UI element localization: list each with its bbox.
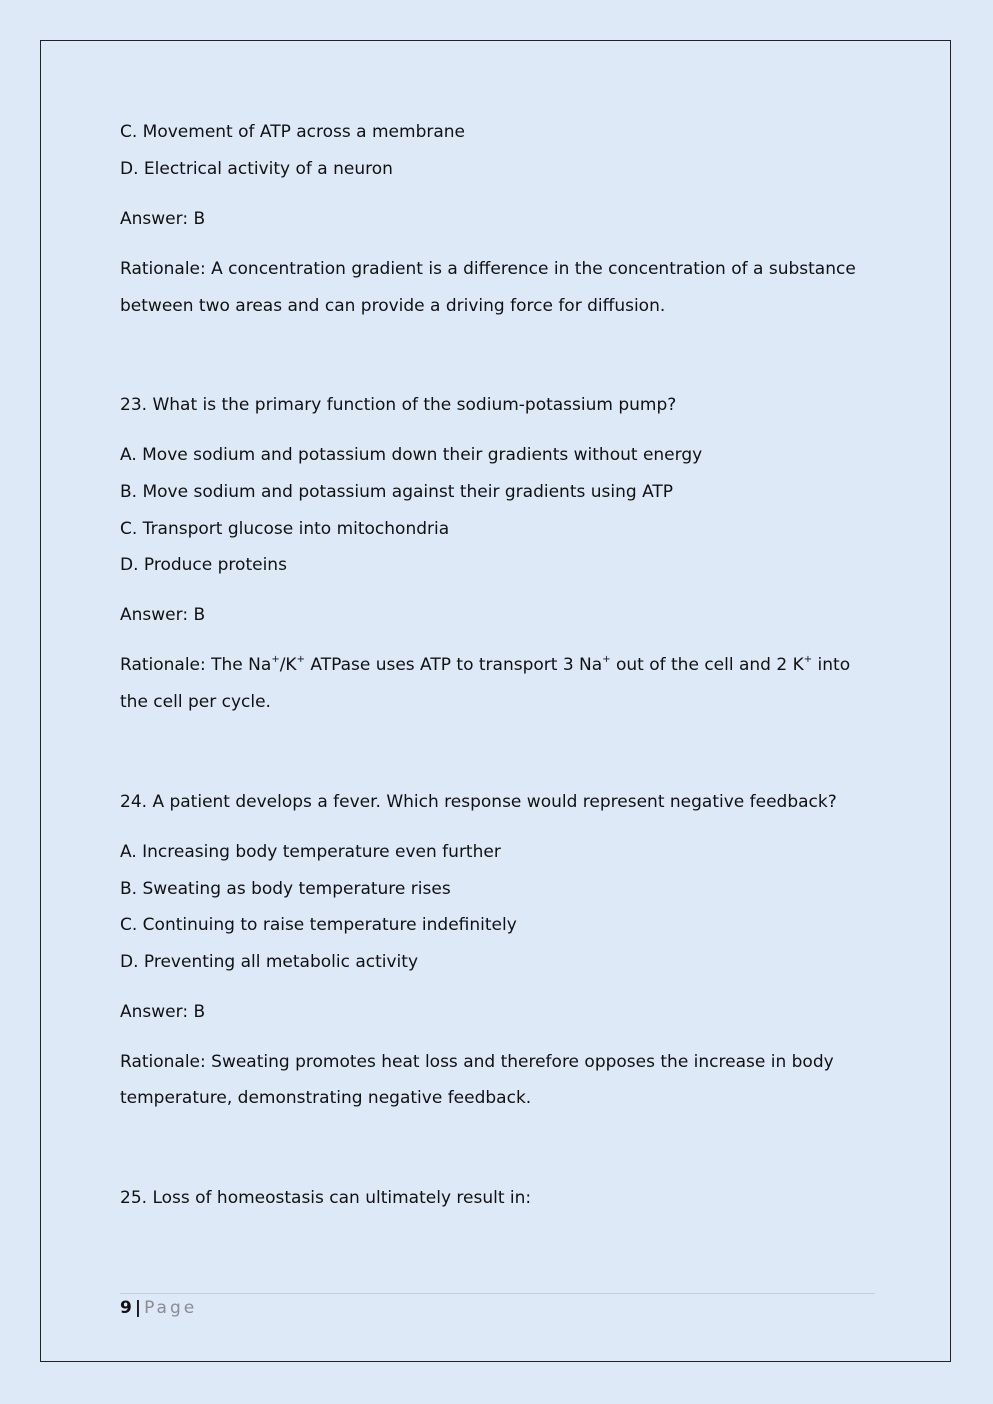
footer-divider [120,1293,875,1294]
q23-rationale-text-3: ATPase uses ATP to transport 3 Na [304,655,603,675]
q23-rationale-text-1: Rationale: The Na [120,655,272,675]
q22-option-d: D. Electrical activity of a neuron [120,159,393,179]
q23-option-c: C. Transport glucose into mitochondria [120,519,450,539]
q22-rationale-line1: Rationale: A concentration gradient is a difference in the concentration of a substance [120,259,856,279]
q23-rationale-line2: the cell per cycle. [120,692,271,712]
q23-rationale-line1 [120,655,850,675]
q23-rationale-text-2: /K [279,655,297,675]
q25-question: 25. Loss of homeostasis can ultimately result in: [120,1188,532,1208]
q24-rationale-line2: temperature, demonstrating negative feedback. [120,1088,532,1108]
superscript-plus: + [803,654,813,666]
q23-option-b: B. Move sodium and potassium against their gradients using ATP [120,482,674,502]
q23-rationale-text-4: out of the cell and 2 K [610,655,804,675]
q22-answer: Answer: B [120,209,206,229]
q24-option-c: C. Continuing to raise temperature indefinitely [120,915,517,935]
q24-option-a: A. Increasing body temperature even further [120,842,501,862]
q23-rationale-text-5: into [812,655,851,675]
page-footer [120,1298,197,1318]
page-number: 9 [120,1298,132,1318]
q22-rationale-line2: between two areas and can provide a driving force for diffusion. [120,296,666,316]
footer-separator: | [134,1298,142,1318]
q24-answer: Answer: B [120,1002,206,1022]
superscript-plus: + [296,654,305,666]
q24-question: 24. A patient develops a fever. Which response would represent negative feedback? [120,792,837,812]
q22-option-c: C. Movement of ATP across a membrane [120,122,465,142]
q23-option-d: D. Produce proteins [120,555,287,575]
q24-option-b: B. Sweating as body temperature rises [120,879,451,899]
q23-question: 23. What is the primary function of the sodium-potassium pump? [120,395,677,415]
q23-answer: Answer: B [120,605,206,625]
q24-option-d: D. Preventing all metabolic activity [120,952,418,972]
superscript-plus: + [271,654,280,666]
q23-option-a: A. Move sodium and potassium down their gradients without energy [120,445,703,465]
page-label: Page [144,1298,198,1318]
q24-rationale-line1: Rationale: Sweating promotes heat loss and therefore opposes the increase in body [120,1052,834,1072]
superscript-plus: + [602,654,611,666]
